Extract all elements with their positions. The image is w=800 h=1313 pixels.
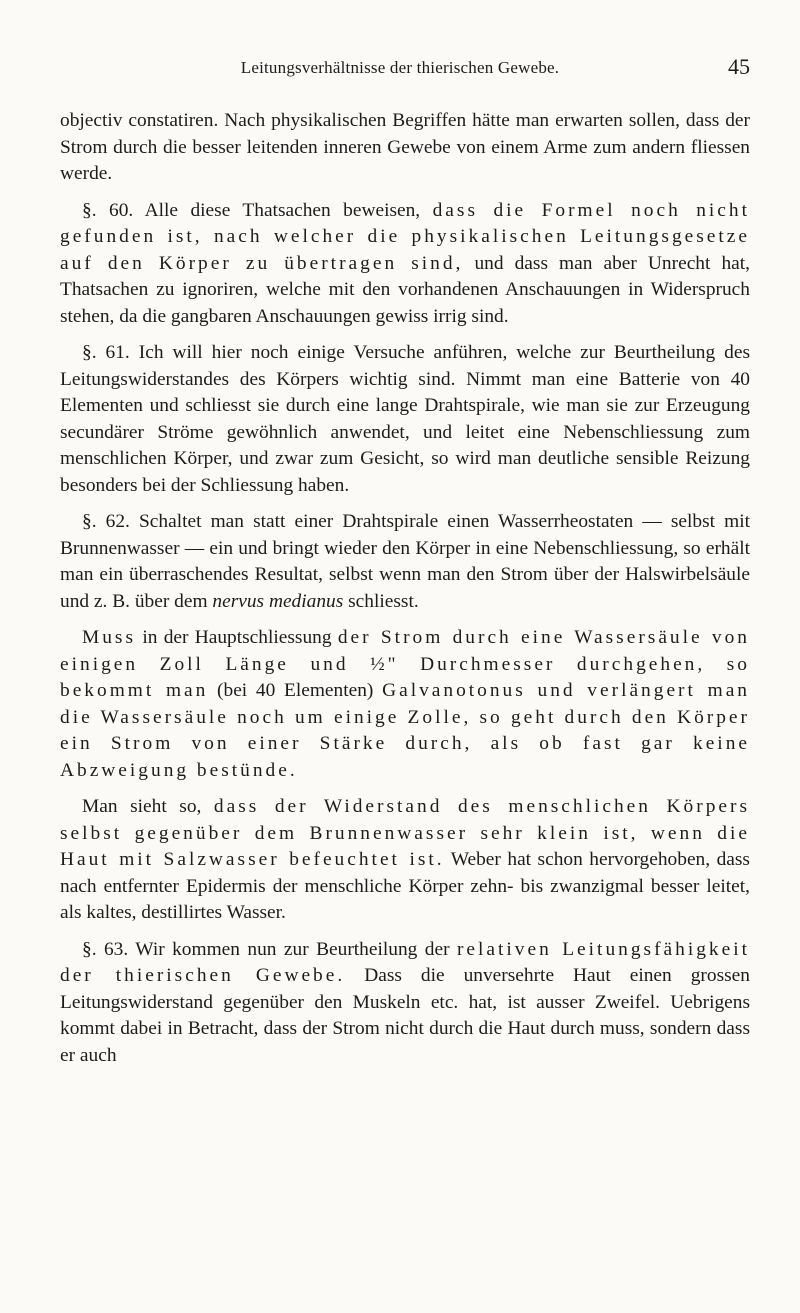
muss-emphasis-3: Galvanotonus und verlängert man die Wassersäule noch um einige Zolle, so geht durch den Körper ein Strom von einer Stärke durch, als ob fast gar keine Abzweigung bestünde. [60, 680, 750, 781]
man-sieht-intro: Man sieht so, [82, 796, 214, 817]
nervus-medianus-term: nervus medianus [212, 590, 344, 612]
paragraph-section-61 [60, 340, 750, 499]
muss-emphasis-2: der Strom durch eine Wassersäule von einigen Zoll Länge und ½" Durchmesser durchgehen, so bekommt man [60, 627, 751, 701]
section-60-rest: und dass man aber Unrecht hat, Thatsachen zu ignoriren, welche mit den vorhandenen Anschauungen in Widerspruch stehen, da die gangbaren Anschauungen gewiss irrig sind. [60, 252, 750, 327]
paragraph-section-60 [60, 198, 750, 331]
muss-parenthetical: (bei 40 Elementen) [208, 680, 383, 701]
paragraph-section-63 [60, 937, 750, 1070]
muss-text: in der Hauptschliessung [136, 627, 338, 648]
section-63-emphasis: relativen Leitungsfähigkeit der thierischen Gewebe. [60, 938, 750, 986]
muss-emphasis: Muss [82, 627, 137, 648]
paragraph-man-sieht [60, 794, 750, 927]
section-63-rest: Dass die unversehrte Haut einen grossen Leitungswiderstand gegenüber den Muskeln etc. hat, ist ausser Zweifel. Uebrigens kommt dabei in Betracht, dass der Strom nicht durch die Haut durch muss, sondern dass er auch [60, 965, 750, 1066]
page-header [0, 52, 800, 88]
section-63-intro: §. 63. Wir kommen nun zur Beurtheilung der [82, 938, 457, 960]
paragraph-1-text: objectiv constatiren. Nach physikalischen Begriffen hätte man erwarten sollen, dass der Strom durch die besser leitenden inneren Gewebe von einem Arme zum andern fliessen werde. [60, 110, 750, 184]
man-sieht-rest: Weber hat schon hervorgehoben, dass nach entfernter Epidermis der menschliche Körper zehn- bis zwanzigmal besser leitet, als kaltes, destillirtes Wasser. [60, 849, 750, 923]
running-title: Leitungsverhältnisse der thierischen Gewebe. [240, 58, 560, 77]
paragraph-1 [60, 108, 750, 188]
section-60-emphasis: dass die Formel noch nicht gefunden ist, nach welcher die physikalischen Leitungsgesetze auf den Körper zu übertragen sind, [60, 199, 750, 274]
section-61-text: §. 61. Ich will hier noch einige Versuche anführen, welche zur Beurtheilung des Leitungswiderstandes des Körpers wichtig sind. Nimmt man eine Batterie von 40 Elementen und schliesst sie durch eine lange Drahtspirale, wie man sie zur Erzeugung secundärer Ströme gewöhnlich anwendet, und leitet eine Nebenschliessung zum menschlichen Körper, und zwar zum Gesicht, so wird man deutliche sensible Reizung besonders bei der Schliessung haben. [60, 342, 750, 496]
body-text [60, 108, 750, 1079]
man-sieht-emphasis: dass der Widerstand des menschlichen Körpers selbst gegenüber dem Brunnenwasser sehr klein ist, wenn die Haut mit Salzwasser befeuchtet ist. [60, 796, 750, 870]
section-62-end: schliesst. [343, 590, 419, 612]
page-number: 45 [728, 54, 750, 79]
section-62-text: §. 62. Schaltet man statt einer Drahtspirale einen Wasserrheostaten — selbst mit Brunnenwasser — ein und bringt wieder den Körper in eine Nebenschliessung, so erhält man ein überraschendes Resultat, selbst wenn man den Strom über der Halswirbelsäule und z. B. über dem [60, 511, 750, 612]
section-60-intro: §. 60. Alle diese Thatsachen beweisen, [82, 199, 433, 221]
paragraph-muss [60, 625, 750, 784]
paragraph-section-62 [60, 509, 750, 615]
